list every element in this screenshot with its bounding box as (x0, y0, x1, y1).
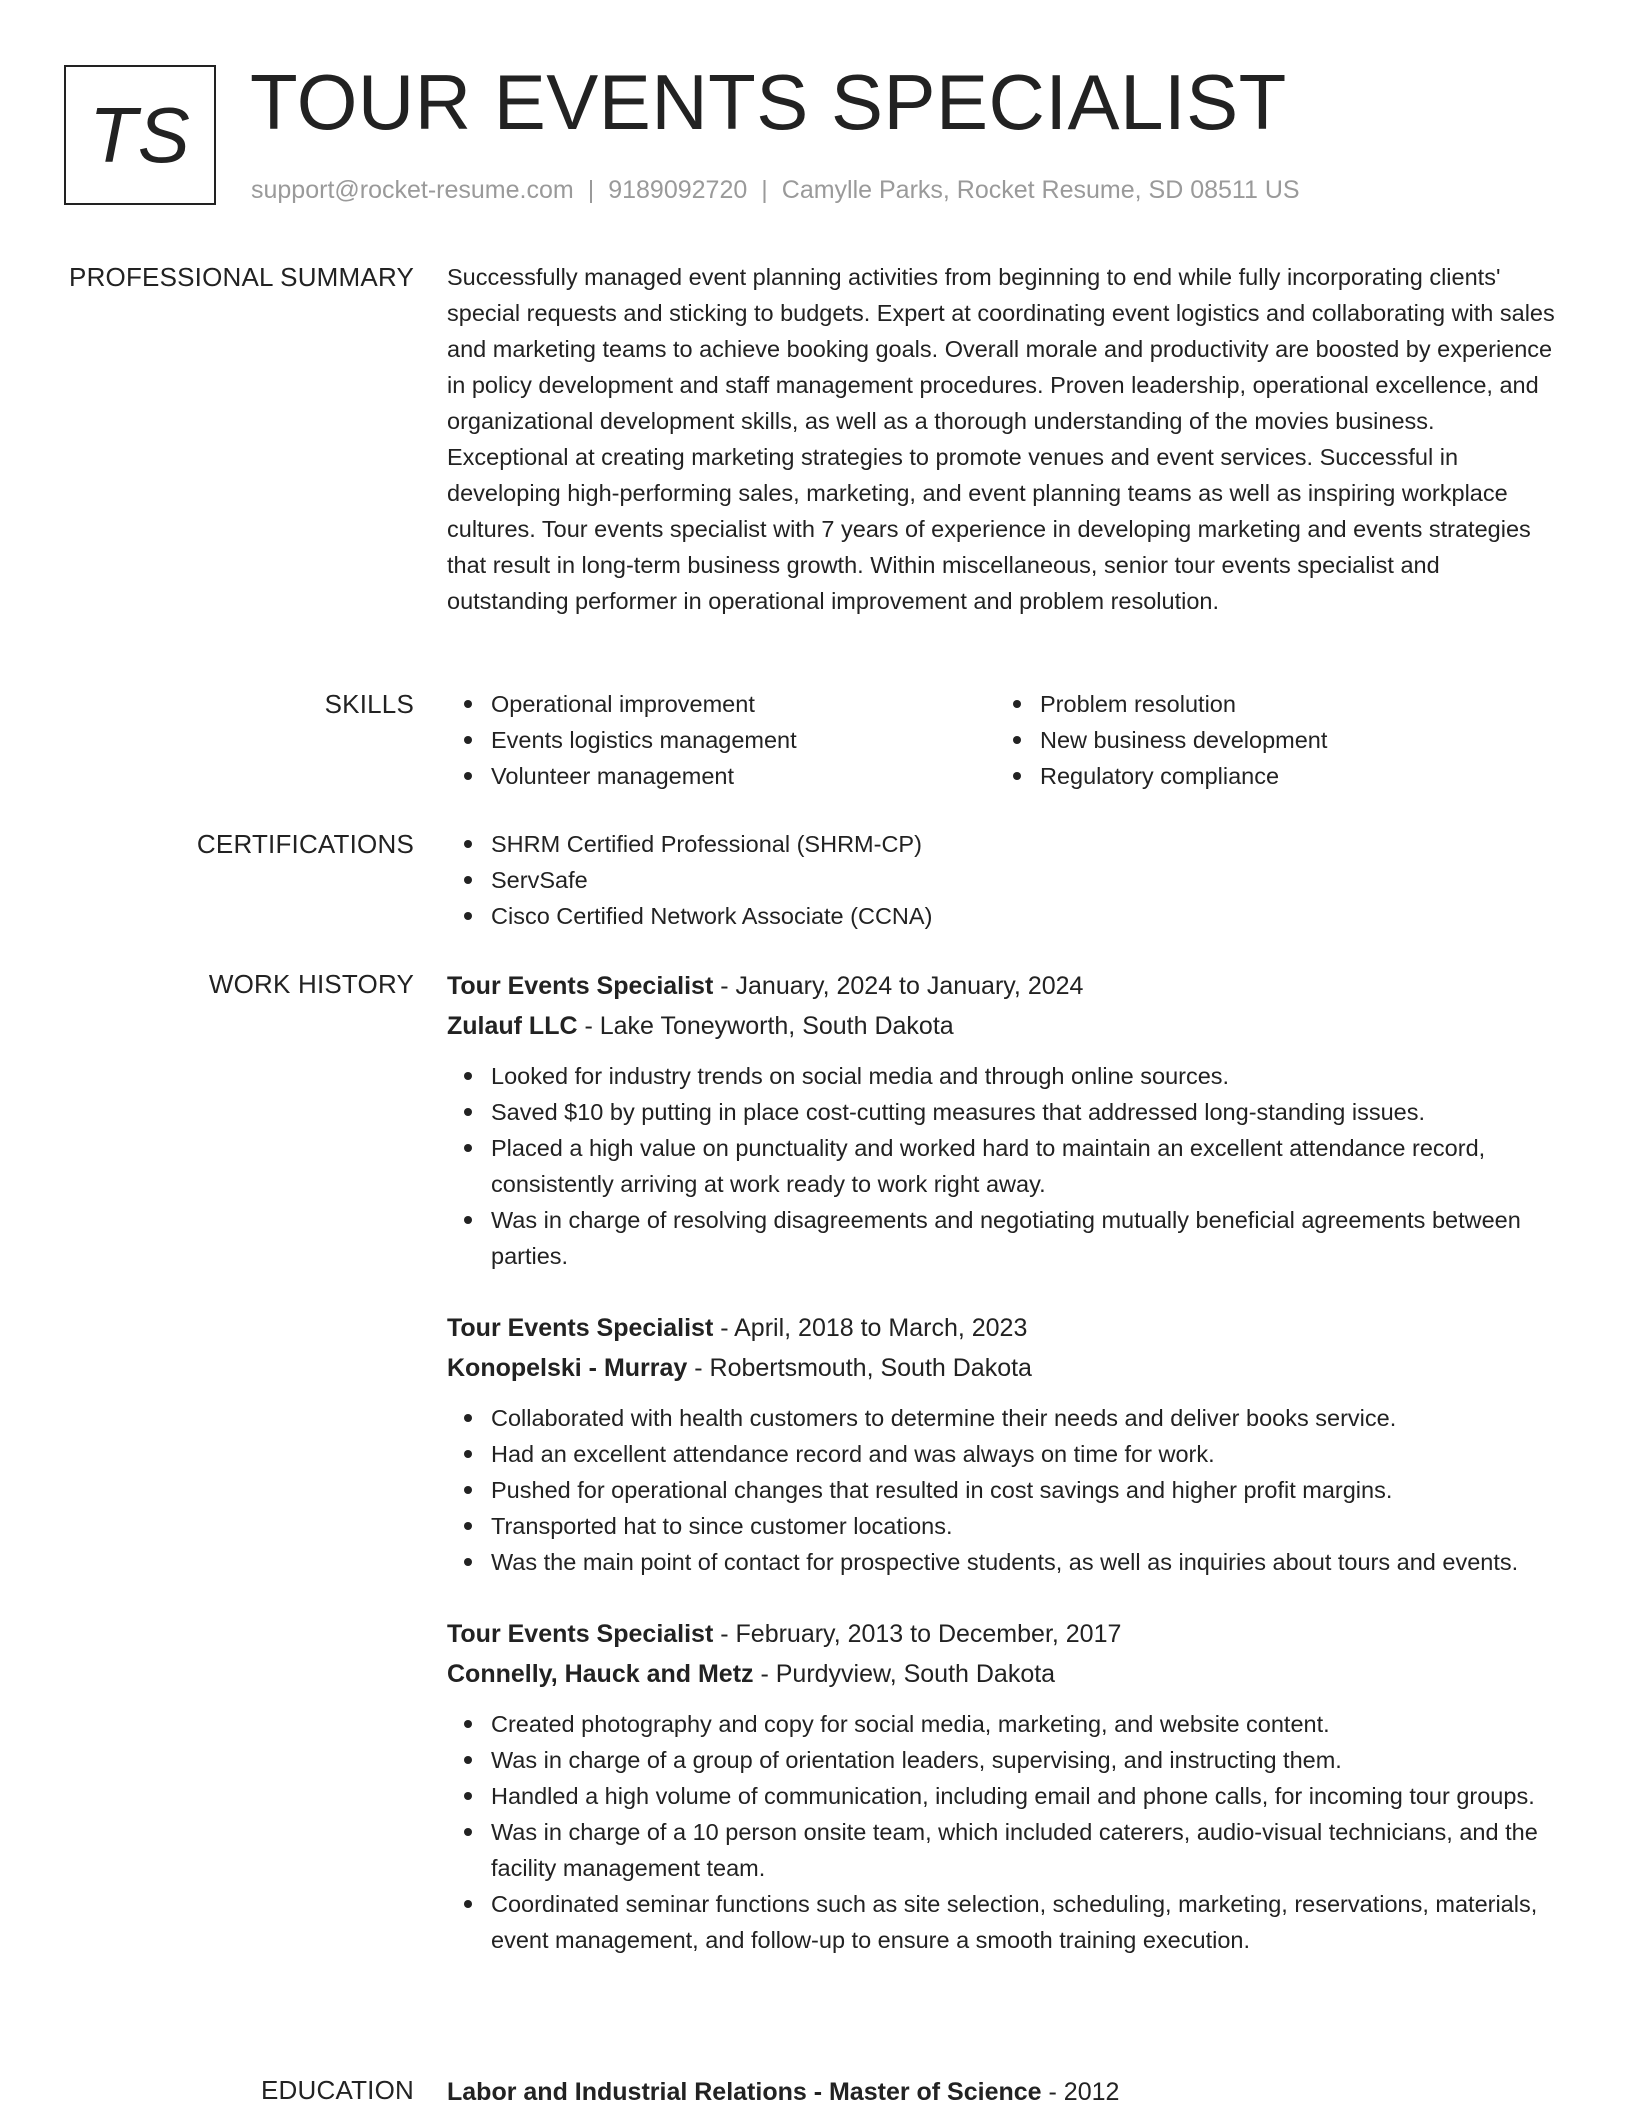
job-company-line (447, 1654, 1557, 1694)
job-entry (447, 1614, 1557, 1958)
monogram-logo: TS (64, 65, 216, 205)
education-year: - 2012 (1041, 2078, 1120, 2106)
contact-address: Camylle Parks, Rocket Resume, SD 08511 US (781, 176, 1300, 204)
contact-separator: | (587, 176, 595, 204)
skill-item: Events logistics management (447, 722, 996, 758)
contact-separator: | (761, 176, 768, 204)
job-location: - Robertsmouth, South Dakota (687, 1354, 1032, 1382)
job-title-line (447, 1614, 1557, 1654)
job-dates: - January, 2024 to January, 2024 (713, 972, 1084, 1000)
section-heading: EDUCATION (261, 2075, 414, 2105)
summary-text: Successfully managed event planning activities from beginning to end while fully incorporating clients' special requests and sticking to budgets. Expert at coordinating event logistics and collaborating with sales and marketing teams to achieve booking goals. Overall morale and productivity are boosted by experience in policy development and staff management procedures. Proven leadership, operational excellence, and organizational development skills, as well as a thorough understanding of the movies business. Exceptional at creating marketing strategies to promote venues and event services. Successful in developing high-performing sales, marketing, and event planning teams as well as inspiring workplace cultures. Tour events specialist with 7 years of experience in developing marketing and events strategies that result in long-term business growth. Within miscellaneous, senior tour events specialist and outstanding performer in operational improvement and problem resolution. (447, 264, 1555, 614)
education-degree: Labor and Industrial Relations - Master of Science (447, 2078, 1042, 2106)
job-bullet: Handled a high volume of communication, including email and phone calls, for incoming tour groups. (447, 1778, 1557, 1814)
section-heading: PROFESSIONAL SUMMARY (69, 262, 414, 292)
education-line (447, 2072, 1557, 2112)
job-bullet: Was in charge of a 10 person onsite team, which included caterers, audio-visual technicians, and the facility management team. (447, 1814, 1557, 1886)
job-bullet: Transported hat to since customer locations. (447, 1508, 1557, 1544)
job-bullet: Was in charge of resolving disagreements and negotiating mutually beneficial agreements between parties. (447, 1202, 1557, 1274)
skills-list-right (996, 686, 1545, 794)
job-bullet: Was in charge of a group of orientation leaders, supervising, and instructing them. (447, 1742, 1557, 1778)
job-bullet: Looked for industry trends on social media and through online sources. (447, 1058, 1557, 1094)
contact-line (251, 172, 1300, 208)
job-entry (447, 1308, 1557, 1580)
certification-item: Cisco Certified Network Associate (CCNA) (447, 898, 1557, 934)
job-title: Tour Events Specialist (447, 1620, 714, 1648)
job-entry (447, 966, 1557, 1274)
contact-email[interactable]: support@rocket-resume.com (251, 176, 574, 204)
job-location: - Lake Toneyworth, South Dakota (577, 1012, 954, 1040)
page-title: TOUR EVENTS SPECIALIST (250, 58, 1287, 146)
certifications-list (447, 826, 1557, 934)
job-bullet: Placed a high value on punctuality and worked hard to maintain an excellent attendance record, consistently arriving at work ready to work right away. (447, 1130, 1557, 1202)
job-company-line (447, 1006, 1557, 1046)
job-bullet: Collaborated with health customers to determine their needs and deliver books service. (447, 1400, 1557, 1436)
skills-list-left (447, 686, 996, 794)
job-company-line (447, 1348, 1557, 1388)
skill-item: New business development (996, 722, 1545, 758)
job-title-line (447, 1308, 1557, 1348)
job-bullet: Coordinated seminar functions such as site selection, scheduling, marketing, reservations, materials, event management, and follow-up to ensure a smooth training execution. (447, 1886, 1557, 1958)
skill-item: Volunteer management (447, 758, 996, 794)
job-company: Konopelski - Murray (447, 1354, 688, 1382)
skill-item: Regulatory compliance (996, 758, 1545, 794)
job-dates: - April, 2018 to March, 2023 (713, 1314, 1028, 1342)
section-heading: SKILLS (324, 689, 414, 719)
section-heading: WORK HISTORY (208, 969, 414, 999)
job-dates: - February, 2013 to December, 2017 (713, 1620, 1122, 1648)
job-bullet: Had an excellent attendance record and was always on time for work. (447, 1436, 1557, 1472)
job-company: Zulauf LLC (447, 1012, 578, 1040)
certification-item: ServSafe (447, 862, 1557, 898)
job-bullet: Was the main point of contact for prospective students, as well as inquiries about tours and events. (447, 1544, 1557, 1580)
job-title-line (447, 966, 1557, 1006)
job-bullets (447, 1400, 1557, 1580)
job-bullets (447, 1706, 1557, 1958)
job-bullet: Pushed for operational changes that resulted in cost savings and higher profit margins. (447, 1472, 1557, 1508)
section-heading: CERTIFICATIONS (196, 829, 414, 859)
job-bullet: Saved $10 by putting in place cost-cutting measures that addressed long-standing issues. (447, 1094, 1557, 1130)
job-bullet: Created photography and copy for social media, marketing, and website content. (447, 1706, 1557, 1742)
job-company: Connelly, Hauck and Metz (447, 1660, 754, 1688)
job-location: - Purdyview, South Dakota (753, 1660, 1056, 1688)
job-title: Tour Events Specialist (447, 1314, 714, 1342)
job-bullets (447, 1058, 1557, 1274)
skill-item: Problem resolution (996, 686, 1545, 722)
job-title: Tour Events Specialist (447, 972, 714, 1000)
skill-item: Operational improvement (447, 686, 996, 722)
contact-phone[interactable]: 9189092720 (608, 176, 748, 204)
certification-item: SHRM Certified Professional (SHRM-CP) (447, 826, 1557, 862)
